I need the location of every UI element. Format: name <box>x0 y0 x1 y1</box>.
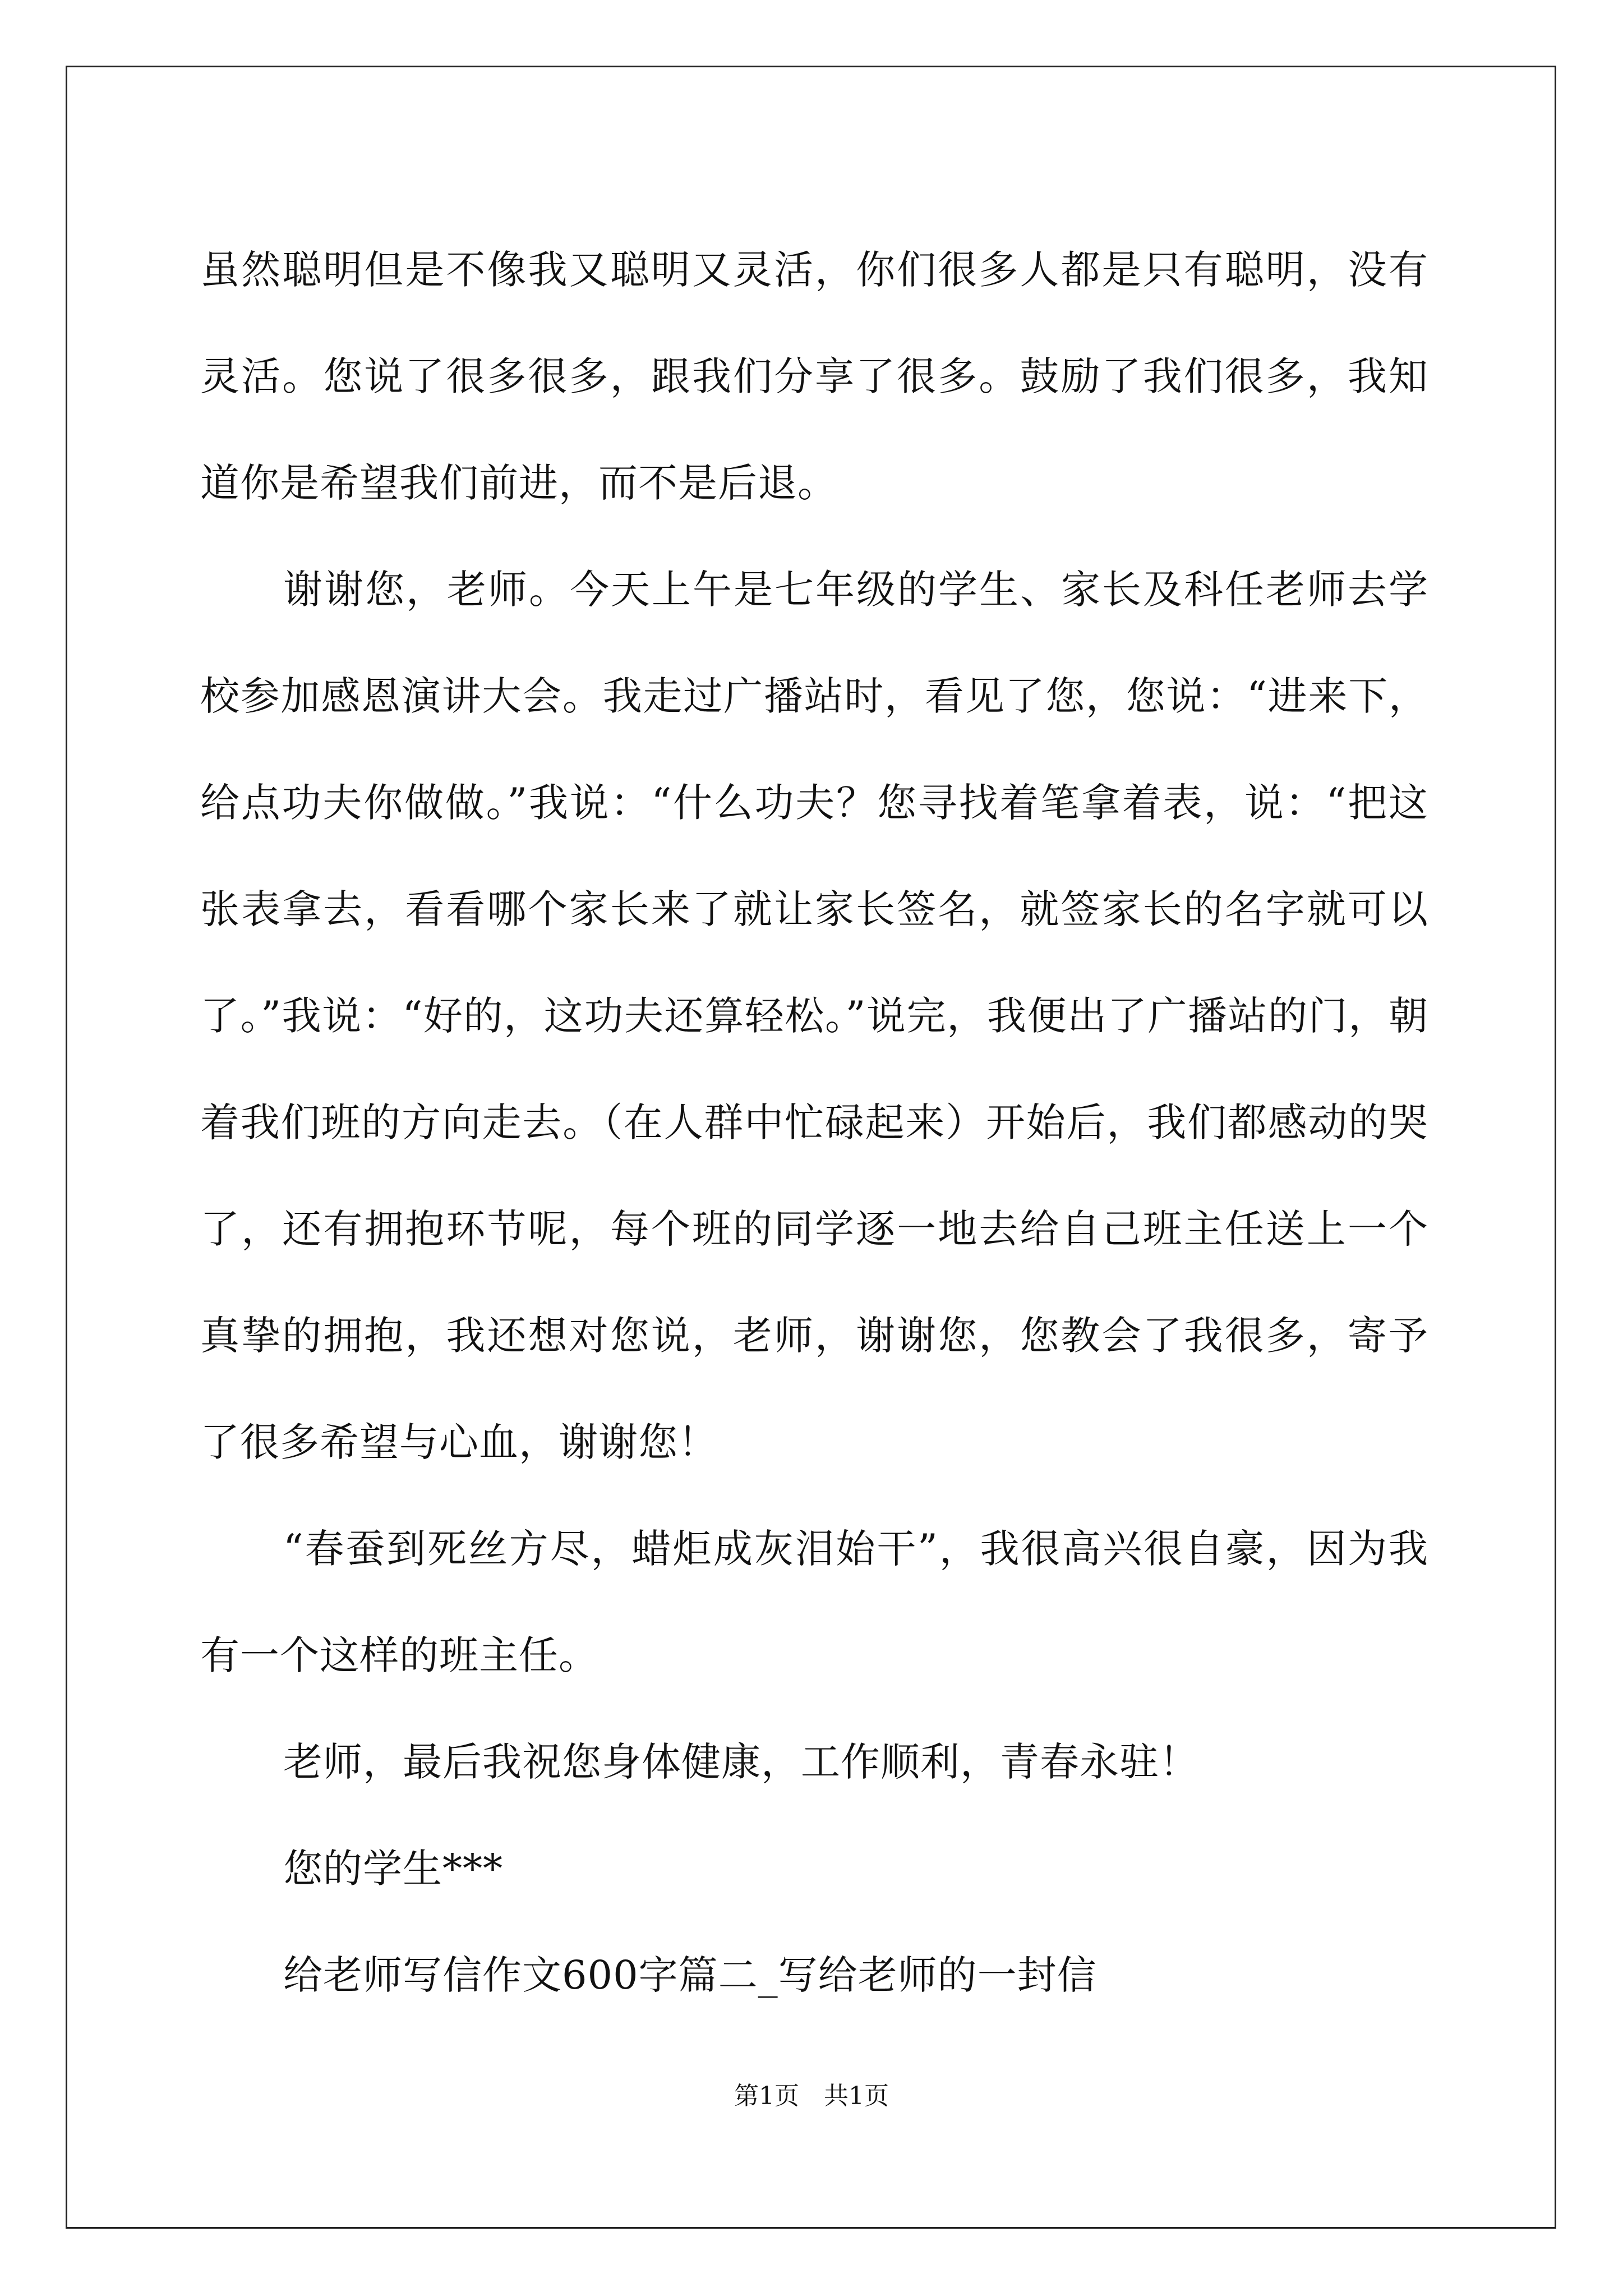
paragraph-5: 您的学生*** <box>283 1846 503 1892</box>
paragraph-4: 老师，最后我祝您身体健康，工作顺利，青春永驻！ <box>283 1739 1199 1785</box>
paragraph-3: “春蚕到死丝方尽，蜡炬成灰泪始干”，我很高兴很自豪，因为我有一个这样的班主任。 <box>200 1526 1428 1678</box>
page-number: 第1页 共1页 <box>734 2082 889 2110</box>
paragraph-6: 给老师写信作文600字篇二_写给老师的一封信 <box>283 1952 1097 1998</box>
paragraph-2: 谢谢您，老师。今天上午是七年级的学生、家长及科任老师去学校参加感恩演讲大会。我走过广播站时，看见了您，您说：“进来下，给点功夫你做做。”我说：“什么功夫？您寻找着笔拿着表，说：“把这张表拿去，看看哪个家长来了就让家长签名，就签家长的名字就可以了。”我说：“好的，这功夫还算轻松。”说完，我便出了广播站的门，朝着我们班的方向走去。（在人群中忙碌起来）开始后，我们都感动的哭了，还有拥抱环节呢，每个班的同学逐一地去给自己班主任送上一个真挚的拥抱，我还想对您说，老师，谢谢您，您教会了我很多，寄予了很多希望与心血，谢谢您！ <box>200 567 1428 1465</box>
page-footer <box>0 2079 1623 2113</box>
paragraph-1: 虽然聪明但是不像我又聪明又灵活，你们很多人都是只有聪明，没有灵活。您说了很多很多，跟我们分享了很多。鼓励了我们很多，我知道你是希望我们前进，而不是后退。 <box>200 247 1428 506</box>
document-body <box>200 217 1428 2028</box>
